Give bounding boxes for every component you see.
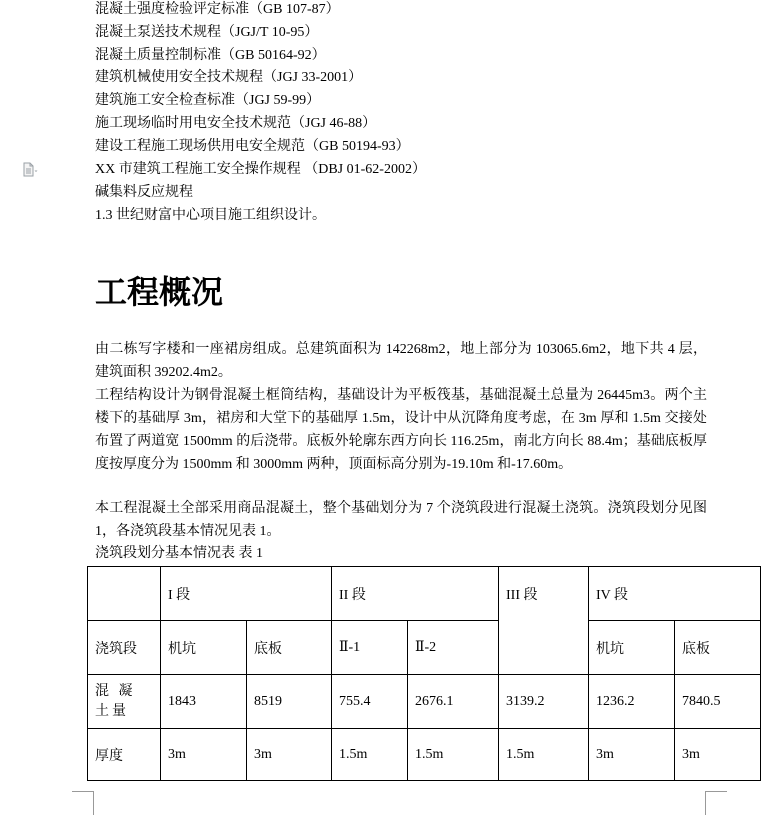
sub-header: 底板 xyxy=(675,621,761,675)
table-cell: 3m xyxy=(161,729,247,781)
table-cell: 3m xyxy=(675,729,761,781)
page-corner-mark xyxy=(72,791,94,815)
paragraph-options-icon[interactable] xyxy=(22,162,38,178)
group-header: II 段 xyxy=(332,567,499,621)
table-row xyxy=(88,729,761,781)
body-paragraph: 由二栋写字楼和一座裙房组成。总建筑面积为 142268m2，地上部分为 103065.6m2，地下共 4 层，建筑面积 39202.4m2。 xyxy=(95,342,707,380)
table-row xyxy=(88,567,761,621)
table-row xyxy=(88,621,761,675)
standard-line: 建设工程施工现场供用电安全规范（GB 50194-93） xyxy=(95,139,410,154)
standard-line: 建筑机械使用安全技术规程（JGJ 33-2001） xyxy=(95,70,363,85)
sub-header: Ⅱ-1 xyxy=(332,621,408,675)
table-cell: 2676.1 xyxy=(408,675,499,729)
page-corner-mark xyxy=(705,791,727,815)
table-cell: 1.5m xyxy=(408,729,499,781)
table-cell: 3m xyxy=(247,729,332,781)
section-heading: 工程概况 xyxy=(95,273,224,311)
standard-line: 碱集料反应规程 xyxy=(95,185,193,200)
row-label: 混 凝 土量 xyxy=(88,675,161,729)
standard-line: XX 市建筑工程施工安全操作规程 （DBJ 01-62-2002） xyxy=(95,162,426,177)
row-label: 厚度 xyxy=(88,729,161,781)
table-cell: 3m xyxy=(589,729,675,781)
standard-line: 1.3 世纪财富中心项目施工组织设计。 xyxy=(95,208,326,223)
table-cell: 3139.2 xyxy=(499,675,589,729)
sub-header: 机坑 xyxy=(161,621,247,675)
row-header: 浇筑段 xyxy=(88,621,161,675)
table-cell: 755.4 xyxy=(332,675,408,729)
table-row xyxy=(88,675,761,729)
standard-line: 建筑施工安全检查标准（JGJ 59-99） xyxy=(95,93,321,108)
table-cell: 1.5m xyxy=(499,729,589,781)
sub-header: Ⅱ-2 xyxy=(408,621,499,675)
sub-header: 机坑 xyxy=(589,621,675,675)
standard-line: 施工现场临时用电安全技术规范（JGJ 46-88） xyxy=(95,116,377,131)
table-cell: 8519 xyxy=(247,675,332,729)
table-cell: 1236.2 xyxy=(589,675,675,729)
standard-line: 混凝土质量控制标准（GB 50164-92） xyxy=(95,48,326,63)
standard-line: 混凝土泵送技术规程（JGJ/T 10-95） xyxy=(95,25,319,40)
standard-line: 混凝土强度检验评定标准（GB 107-87） xyxy=(95,2,340,17)
table-cell: 1843 xyxy=(161,675,247,729)
group-header: I 段 xyxy=(161,567,332,621)
body-paragraph: 本工程混凝土全部采用商品混凝土，整个基础划分为 7 个浇筑段进行混凝土浇筑。浇筑段划分见图 1，各浇筑段基本情况见表 1。 xyxy=(95,501,707,539)
table-caption: 浇筑段划分基本情况表 表 1 xyxy=(95,546,263,561)
pour-section-table xyxy=(87,566,761,781)
table-cell: 1.5m xyxy=(332,729,408,781)
table-cell: 7840.5 xyxy=(675,675,761,729)
group-header: III 段 xyxy=(499,567,589,675)
table-cell xyxy=(88,567,161,621)
body-paragraph: 工程结构设计为钢骨混凝土框筒结构，基础设计为平板筏基，基础混凝土总量为 26445m3。两个主楼下的基础厚 3m，裙房和大堂下的基础厚 1.5m，设计中从沉降角度考虑，在 3m 厚和 1.5m 交接处布置了两道宽 1500mm 的后浇带。底板外轮廓东西方向长 116.25m，南北方向长 88.4m；基础底板厚度按厚度分为 1500mm 和 3000mm 两种，顶面标高分别为-19.10m 和-17.60m。 xyxy=(95,388,707,472)
group-header: IV 段 xyxy=(589,567,761,621)
sub-header: 底板 xyxy=(247,621,332,675)
